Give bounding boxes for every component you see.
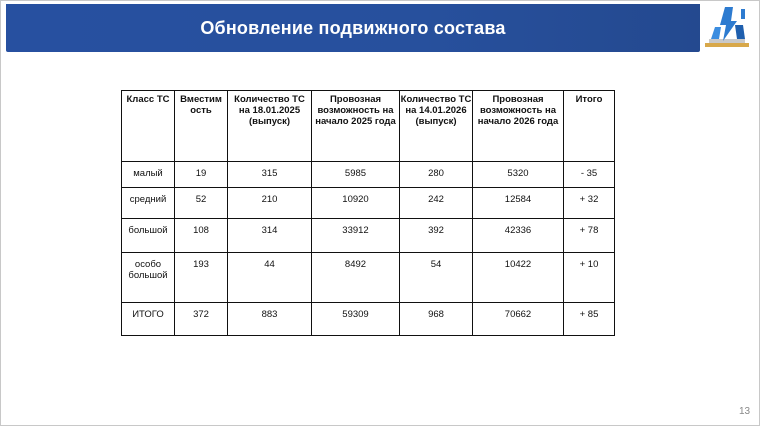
table-cell: 242 — [400, 188, 473, 219]
rolling-stock-table — [121, 90, 615, 336]
table-row — [122, 219, 615, 253]
title-banner — [6, 4, 700, 52]
table-cell: 70662 — [473, 303, 564, 336]
table-cell: 392 — [400, 219, 473, 253]
table-cell: 42336 — [473, 219, 564, 253]
table-row — [122, 188, 615, 219]
table-cell: + 85 — [564, 303, 615, 336]
table-cell: 8492 — [312, 253, 400, 303]
table-cell: 10422 — [473, 253, 564, 303]
table-cell: - 35 — [564, 162, 615, 188]
column-header: Итого — [564, 91, 615, 162]
table-cell: 5320 — [473, 162, 564, 188]
table-cell: + 10 — [564, 253, 615, 303]
column-header: Вместим ость — [175, 91, 228, 162]
table-cell: средний — [122, 188, 175, 219]
table-cell: 968 — [400, 303, 473, 336]
column-header: Провозная возможность на начало 2026 года — [473, 91, 564, 162]
page-title: Обновление подвижного состава — [200, 18, 506, 38]
table-cell: 33912 — [312, 219, 400, 253]
table-cell: 10920 — [312, 188, 400, 219]
table-cell: 280 — [400, 162, 473, 188]
column-header: Класс ТС — [122, 91, 175, 162]
table-header-row — [122, 91, 615, 162]
table-cell: 315 — [228, 162, 312, 188]
table-cell: + 32 — [564, 188, 615, 219]
table-cell: 54 — [400, 253, 473, 303]
table-row-total — [122, 303, 615, 336]
table-cell: + 78 — [564, 219, 615, 253]
table-cell: 52 — [175, 188, 228, 219]
table-cell: 5985 — [312, 162, 400, 188]
table-cell: малый — [122, 162, 175, 188]
table-cell: особо большой — [122, 253, 175, 303]
table-cell: 372 — [175, 303, 228, 336]
column-header: Количество ТС на 18.01.2025 (выпуск) — [228, 91, 312, 162]
table-cell: 59309 — [312, 303, 400, 336]
emblem-logo-icon — [701, 3, 755, 53]
table-cell: 883 — [228, 303, 312, 336]
column-header: Провозная возможность на начало 2025 года — [312, 91, 400, 162]
column-header: Количество ТС на 14.01.2026 (выпуск) — [400, 91, 473, 162]
table-cell: ИТОГО — [122, 303, 175, 336]
table-cell: 210 — [228, 188, 312, 219]
table-cell: 314 — [228, 219, 312, 253]
table-cell: 44 — [228, 253, 312, 303]
table-cell: большой — [122, 219, 175, 253]
table-row — [122, 253, 615, 303]
table-cell: 108 — [175, 219, 228, 253]
table-row — [122, 162, 615, 188]
table-cell: 12584 — [473, 188, 564, 219]
table-cell: 193 — [175, 253, 228, 303]
table-cell: 19 — [175, 162, 228, 188]
page-number: 13 — [739, 406, 751, 417]
